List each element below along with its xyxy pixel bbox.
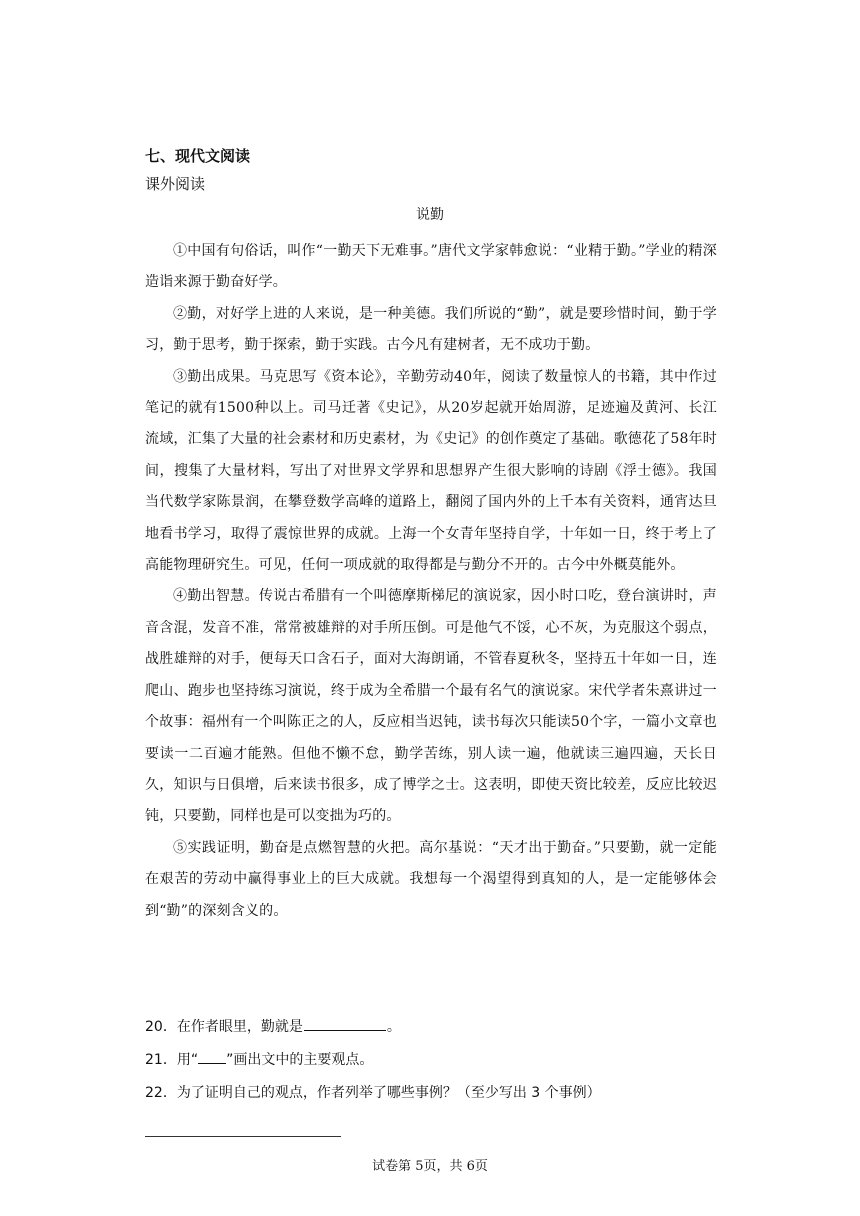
article-paragraph-5: ⑤实践证明，勤奋是点燃智慧的火把。高尔基说：“天才出于勤奋。”只要勤，就一定能在艰苦的劳动中赢得事业上的巨大成就。我想每一个渴望得到真知的人，是一定能够体会到“勤”的深刻含义的。 bbox=[145, 839, 717, 919]
page-footer: 试卷第 5页，共 6页 bbox=[372, 1159, 488, 1174]
question-21-suffix: ”画出文中的主要观点。 bbox=[226, 1052, 374, 1068]
answer-line-22[interactable] bbox=[145, 1136, 341, 1137]
section-heading: 七、现代文阅读 bbox=[145, 147, 251, 165]
question-22-text: 22．为了证明自己的观点，作者列举了哪些事例？（至少写出 3 个事例） bbox=[145, 1085, 601, 1101]
answer-blank-20[interactable] bbox=[304, 1015, 386, 1031]
question-20-suffix: 。 bbox=[386, 1019, 401, 1035]
question-21 bbox=[145, 1048, 717, 1081]
question-20 bbox=[145, 1015, 717, 1048]
article-paragraph-2: ②勤，对好学上进的人来说，是一种美德。我们所说的“勤”，就是要珍惜时间，勤于学习，勤于思考，勤于探索，勤于实践。古今凡有建树者，无不成功于勤。 bbox=[145, 305, 717, 354]
article-body bbox=[145, 236, 717, 927]
question-22 bbox=[145, 1081, 717, 1114]
question-20-prefix: 20．在作者眼里，勤就是 bbox=[145, 1019, 303, 1035]
question-list bbox=[145, 1015, 717, 1114]
article-title: 说勤 bbox=[416, 207, 444, 223]
underline-mark-21 bbox=[198, 1048, 226, 1064]
article-paragraph-1: ①中国有句俗话，叫作“一勤天下无难事。”唐代文学家韩愈说：“业精于勤。”学业的精深造诣来源于勤奋好学。 bbox=[145, 243, 717, 291]
article-paragraph-3: ③勤出成果。马克思写《资本论》，辛勤劳动40年，阅读了数量惊人的书籍，其中作过笔记的就有1500种以上。司马迁著《史记》，从20岁起就开始周游，足迹遍及黄河、长江流域，汇集了大量的社会素材和历史素材，为《史记》的创作奠定了基础。歌德花了58年时间，搜集了大量材料，写出了对世界文学界和思想界产生很大影响的诗剧《浮士德》。我国当代数学家陈景润，在攀登数学高峰的道路上，翻阅了国内外的上千本有关资料，通宵达旦地看书学习，取得了震惊世界的成就。上海一个女青年坚持自学，十年如一日，终于考上了高能物理研究生。可见，任何一项成就的取得都是与勤分不开的。古今中外概莫能外。 bbox=[145, 368, 718, 574]
article-paragraph-4: ④勤出智慧。传说古希腊有一个叫德摩斯梯尼的演说家，因小时口吃，登台演讲时，声音含混，发音不准，常常被雄辩的对手所压倒。可是他气不馁，心不灰，为克服这个弱点，战胜雄辩的对手，便每天口含石子，面对大海朗诵，不管春夏秋冬，坚持五十年如一日，连爬山、跑步也坚持练习演说，终于成为全希腊一个最有名气的演说家。宋代学者朱熹讲过一个故事：福州有一个叫陈正之的人，反应相当迟钝，读书每次只能读50个字，一篇小文章也要读一二百遍才能熟。但他不懒不怠，勤学苦练，别人读一遍，他就读三遍四遍，天长日久，知识与日俱增，后来读书很多，成了博学之士。这表明，即使天资比较差，反应比较迟钝，只要勤，同样也是可以变拙为巧的。 bbox=[145, 588, 718, 825]
question-21-prefix: 21．用“ bbox=[145, 1052, 199, 1068]
section-subheading: 课外阅读 bbox=[145, 175, 206, 193]
